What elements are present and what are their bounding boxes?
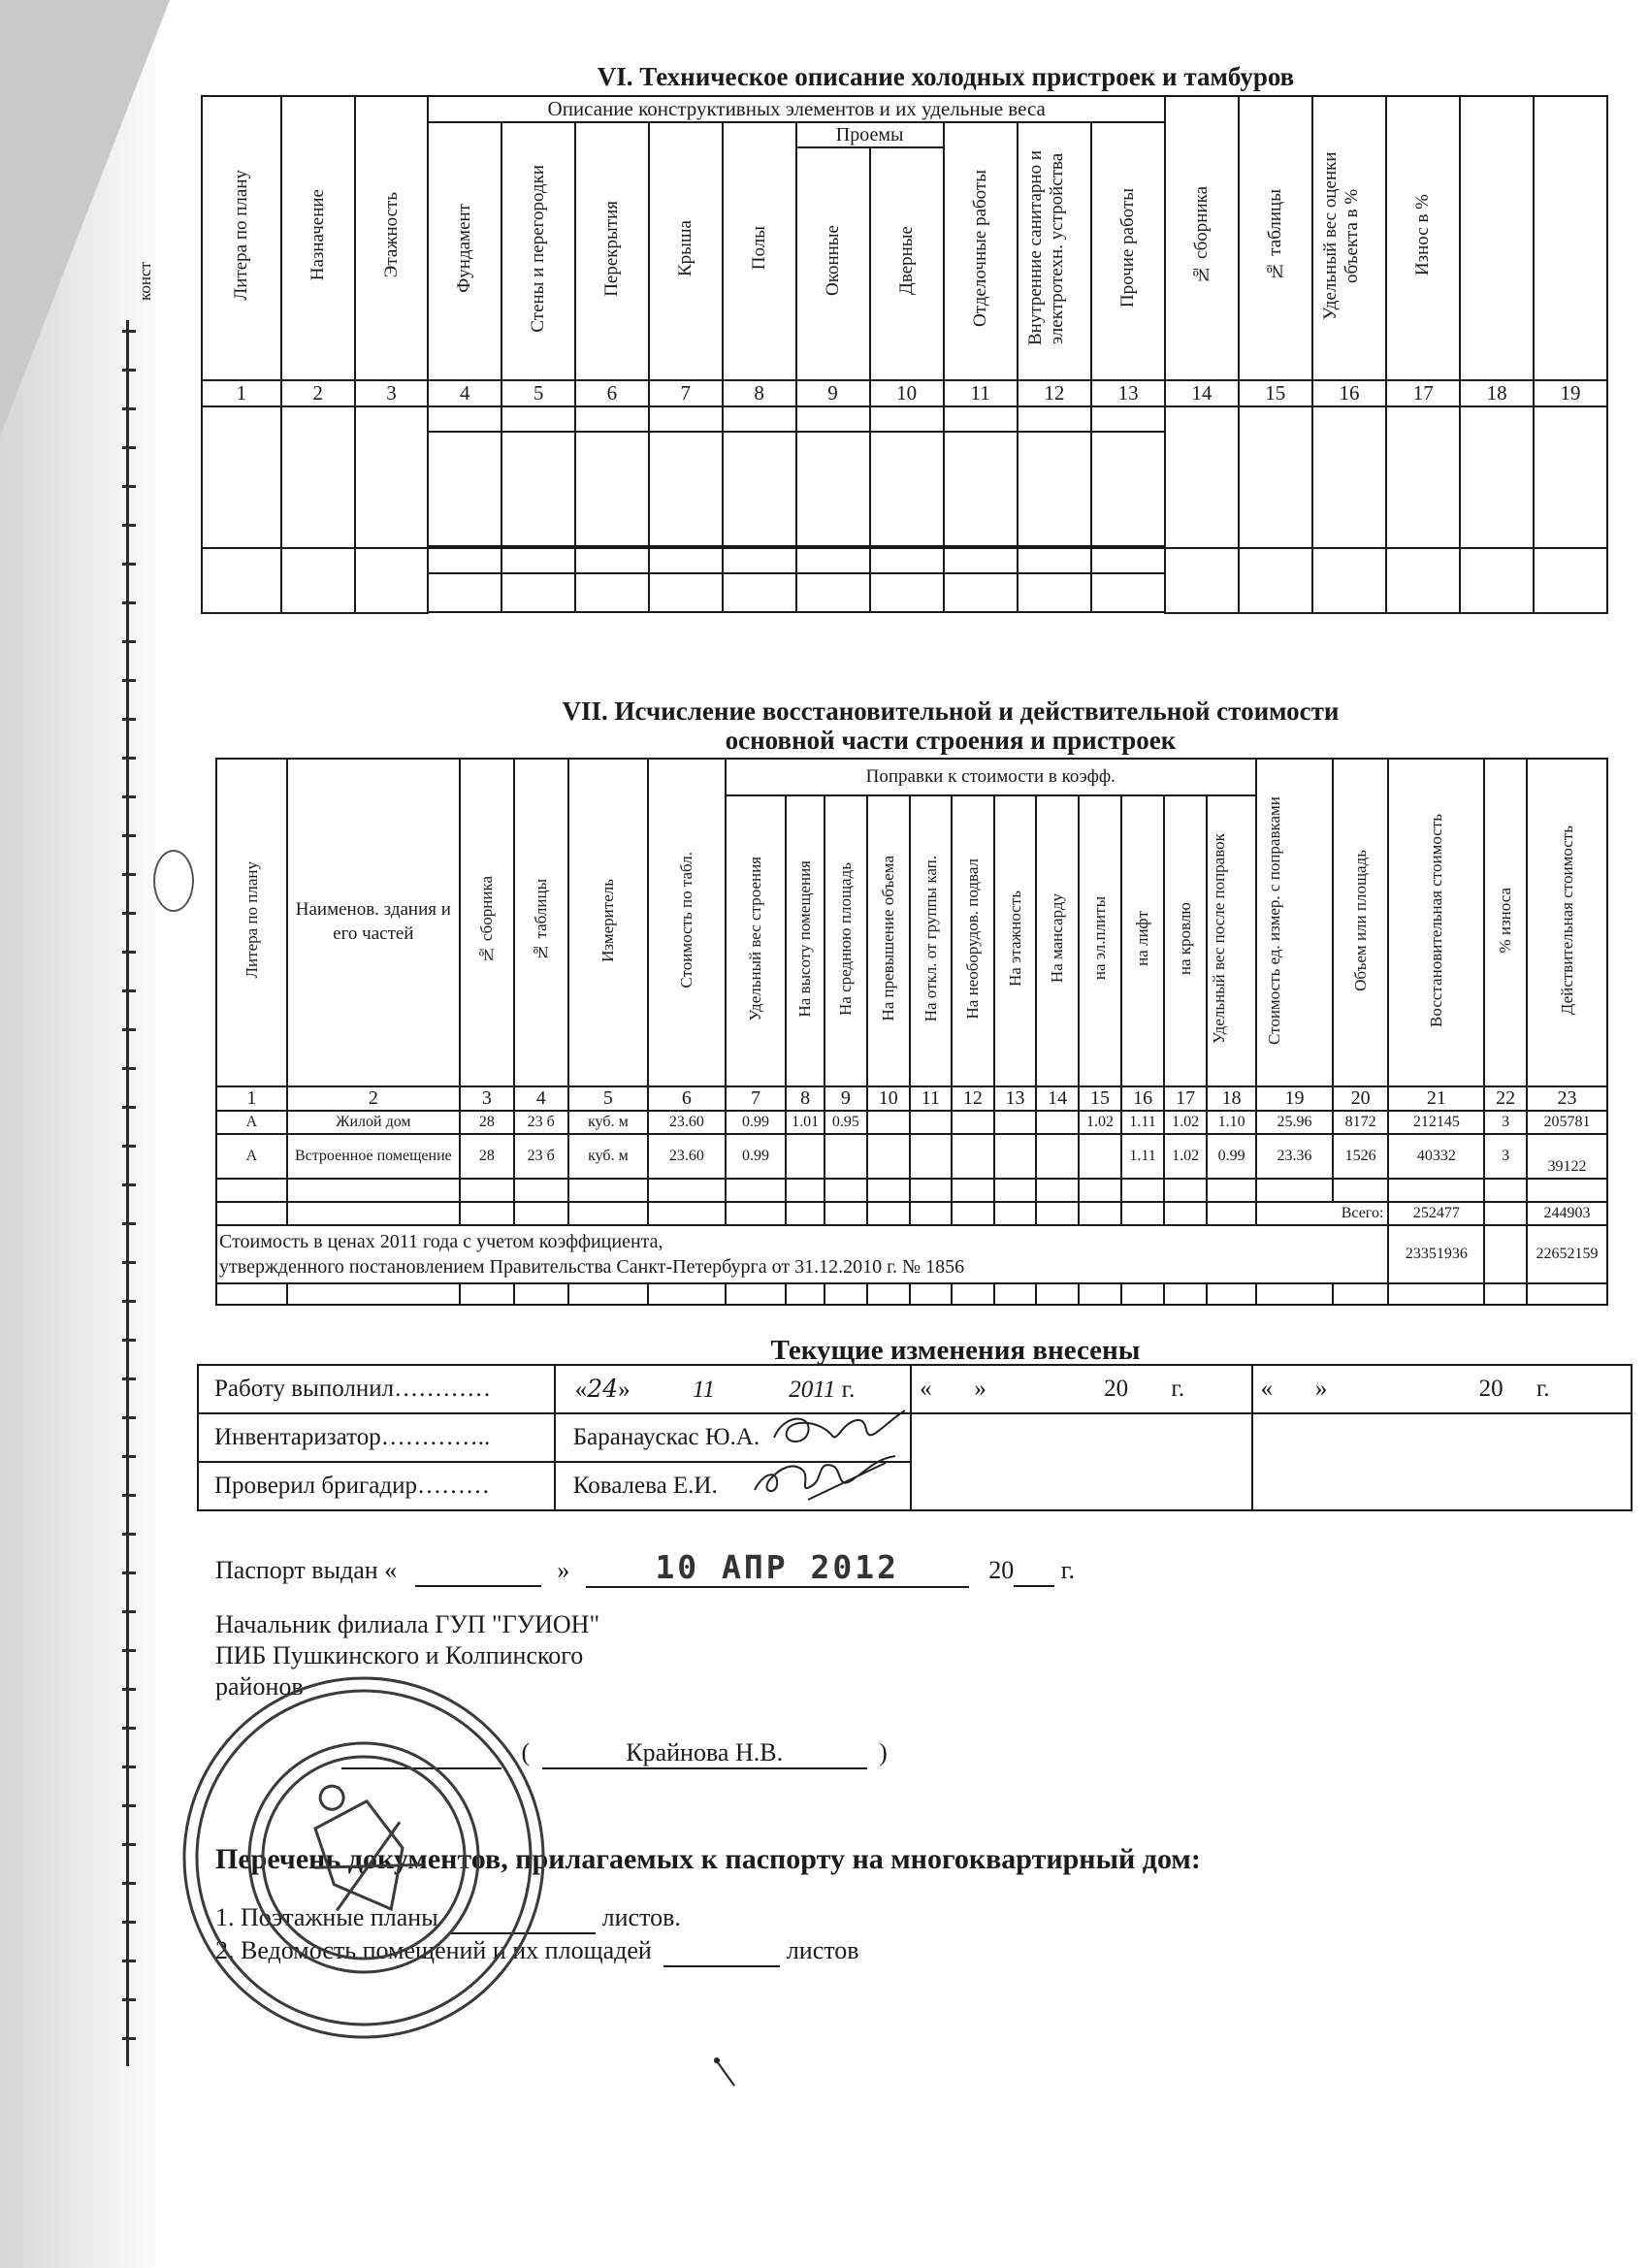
col-number: 5: [568, 1086, 649, 1111]
col-number: 14: [1165, 380, 1239, 406]
header-windows: Оконные: [796, 147, 870, 380]
header-table-no: № таблицы: [514, 759, 568, 1086]
header-volume: Объем или площадь: [1333, 759, 1389, 1086]
item2-label: 2. Ведомость помещений и их площадей: [215, 1936, 652, 1964]
cell-height: [786, 1134, 824, 1179]
col-number: 3: [355, 380, 429, 406]
passport-label: Паспорт выдан «: [215, 1556, 398, 1584]
col-number: 18: [1207, 1086, 1256, 1111]
header-19: [1534, 96, 1607, 380]
header-ceilings: Перекрытия: [575, 122, 649, 380]
col-number: 7: [726, 1086, 787, 1111]
header-collection: № сборника: [460, 759, 514, 1086]
passport-month-line: [586, 1548, 969, 1588]
documents-title: Перечень документов, прилагаемых к паспорту на многоквартирный дом:: [215, 1843, 1201, 1875]
year-suffix: г.: [1536, 1376, 1550, 1402]
cell-storeys: [994, 1134, 1037, 1179]
col-number: 11: [910, 1086, 953, 1111]
header-measure: Измеритель: [568, 759, 649, 1086]
header-roofing: на кровлю: [1164, 795, 1207, 1086]
col-number: 13: [1091, 380, 1165, 406]
punch-hole: [153, 850, 194, 912]
col-number: 4: [514, 1086, 568, 1111]
cell-measure: куб. м: [568, 1134, 649, 1179]
edge-text: конст: [136, 262, 154, 301]
quote-close: »: [618, 1377, 630, 1403]
cell-volume-excess: [867, 1134, 910, 1179]
cell-storeys: [994, 1111, 1037, 1134]
cell-actual-cost: 39122: [1527, 1134, 1607, 1179]
cell-volume: 8172: [1333, 1111, 1389, 1134]
header-building-name: Наименов. здания и его частей: [287, 759, 460, 1086]
date3-year: 20: [1478, 1376, 1504, 1402]
col-number: 1: [202, 380, 281, 406]
passport-year-line: [1014, 1556, 1054, 1587]
col-number: 17: [1386, 380, 1460, 406]
year-suffix: г.: [841, 1377, 856, 1403]
col-number: 4: [428, 380, 501, 406]
total-label: Всего:: [1256, 1202, 1388, 1225]
cell-wear: 3: [1484, 1111, 1527, 1134]
cell-building-weight: 0.99: [726, 1111, 787, 1134]
cell-avg-area: 0.95: [824, 1111, 867, 1134]
cell-unit-cost: 23.36: [1256, 1134, 1333, 1179]
cell-attic: [1036, 1134, 1079, 1179]
col-number: 18: [1460, 380, 1534, 406]
passport-issued: [215, 1548, 1075, 1588]
work-done-label: Работу выполнил…………: [198, 1365, 555, 1413]
cell-measure: куб. м: [568, 1111, 649, 1134]
header-table-cost: Стоимость по табл.: [648, 759, 725, 1086]
col-number: 2: [287, 1086, 460, 1111]
cell-avg-area: [824, 1134, 867, 1179]
year-suffix: г.: [1060, 1556, 1075, 1584]
total-actual: 244903: [1527, 1202, 1607, 1225]
cell-roofing: 1.02: [1164, 1111, 1207, 1134]
col-number: 22: [1484, 1086, 1527, 1111]
item1-unit: листов.: [601, 1903, 681, 1931]
cell-stoves: [1079, 1134, 1121, 1179]
cell-literal: А: [216, 1134, 287, 1179]
header-collection: № сборника: [1165, 96, 1239, 380]
header-unit-cost: Стоимость ед. измер. с поправками: [1256, 759, 1333, 1086]
seal-stamp-icon: [170, 1664, 558, 2052]
cell-basement: [952, 1134, 994, 1179]
cost-actual: 22652159: [1527, 1225, 1607, 1283]
cell-roofing: 1.02: [1164, 1134, 1207, 1179]
table-row: [216, 1134, 1607, 1179]
col-number: 19: [1256, 1086, 1333, 1111]
cell-restore-cost: 212145: [1388, 1111, 1484, 1134]
header-restore-cost: Восстановительная стоимость: [1388, 759, 1484, 1086]
cell-table-cost: 23.60: [648, 1111, 725, 1134]
cell-weight-after: 0.99: [1207, 1134, 1256, 1179]
total-row: [216, 1202, 1607, 1225]
header-avg-area: На среднюю площадь: [824, 795, 867, 1086]
cell-name: Встроенное помещение: [287, 1134, 460, 1179]
header-group-deviation: На откл. от группы кап.: [910, 795, 953, 1086]
section6-title: VI. Техническое описание холодных пристроек и тамбуров: [597, 62, 1295, 91]
total-restore: 252477: [1388, 1202, 1484, 1225]
date1: [555, 1365, 911, 1413]
header-openings: Проемы: [796, 122, 944, 147]
cell-table-cost: 23.60: [648, 1134, 725, 1179]
col-number: 1: [216, 1086, 287, 1111]
header-volume-excess: На превышение объема: [867, 795, 910, 1086]
cost-text: [216, 1225, 1388, 1283]
header-finishing: Отделочные работы: [944, 122, 1018, 380]
header-building-weight: Удельный вес строения: [726, 795, 787, 1086]
header-weight: Удельный вес оценки объекта в %: [1312, 96, 1387, 380]
header-wear-percent: % износа: [1484, 759, 1527, 1086]
cell-name: Жилой дом: [287, 1111, 460, 1134]
col-number: 13: [994, 1086, 1037, 1111]
head-line2: ПИБ Пушкинского и Колпинского: [215, 1641, 584, 1669]
item2-line: [663, 1936, 780, 1967]
inventory-name: Баранаускас Ю.А.: [572, 1424, 760, 1450]
col-number: 16: [1121, 1086, 1164, 1111]
quote-open: «: [574, 1377, 588, 1403]
open-paren: (: [521, 1738, 531, 1766]
cost-row: [216, 1225, 1607, 1283]
checker-name: Ковалева Е.И.: [572, 1473, 718, 1499]
header-floors: Этажность: [355, 96, 429, 380]
col-number: 16: [1312, 380, 1387, 406]
binding-ticks: [122, 330, 136, 2057]
cell-collection: 28: [460, 1134, 514, 1179]
col-number: 15: [1079, 1086, 1121, 1111]
cell-attic: [1036, 1111, 1079, 1134]
cell-restore-cost: 40332: [1388, 1134, 1484, 1179]
date1-month: 11: [692, 1377, 716, 1403]
header-wear: Износ в %: [1386, 96, 1460, 380]
header-group: Описание конструктивных элементов и их удельные веса: [428, 96, 1165, 122]
cell-unit-cost: 25.96: [1256, 1111, 1333, 1134]
table-row: [216, 1283, 1607, 1305]
col-number: 14: [1036, 1086, 1079, 1111]
item1-label: 1. Поэтажные планы: [215, 1903, 438, 1931]
col-number: 21: [1388, 1086, 1484, 1111]
header-roof: Крыша: [649, 122, 723, 380]
col-number: 6: [575, 380, 649, 406]
quote-close: »: [557, 1556, 570, 1584]
year-suffix: г.: [1171, 1376, 1185, 1402]
header-sanitary: Внутренние санитарно и электротехн. устройства: [1018, 122, 1092, 380]
cell-volume: 1526: [1333, 1134, 1389, 1179]
cost-text-line1: Стоимость в ценах 2011 года с учетом коэффициента,: [219, 1231, 663, 1252]
header-storeys: На этажность: [994, 795, 1037, 1086]
head-line3: районов: [215, 1672, 304, 1701]
table-row: [202, 548, 1607, 573]
date3-blank: « »: [1260, 1376, 1328, 1402]
date2-blank: « »: [920, 1376, 986, 1402]
checker-cell: [555, 1462, 911, 1510]
col-number: 12: [952, 1086, 994, 1111]
cell-wear: 3: [1484, 1134, 1527, 1179]
col-number: 2: [281, 380, 355, 406]
date2-year: 20: [1104, 1376, 1129, 1402]
col-number: 11: [944, 380, 1018, 406]
cell-collection: 28: [460, 1111, 514, 1134]
cell-table-no: 23 б: [514, 1134, 568, 1179]
col-number: 5: [501, 380, 575, 406]
cell-lift: 1.11: [1121, 1134, 1164, 1179]
col-number: 12: [1018, 380, 1092, 406]
year-prefix: 20: [988, 1556, 1015, 1584]
empty-cell: [1252, 1413, 1632, 1510]
col-number: 19: [1534, 380, 1607, 406]
section7-table: [215, 758, 1608, 1306]
cost-text-line2: утвержденного постановлением Правительства Санкт-Петербурга от 31.12.2010 г. № 1856: [219, 1256, 965, 1278]
col-number: 9: [796, 380, 870, 406]
cell-volume-excess: [867, 1111, 910, 1134]
col-number: 15: [1239, 380, 1312, 406]
col-number: 6: [648, 1086, 725, 1111]
header-other: Прочие работы: [1091, 122, 1165, 380]
col-number: 10: [870, 380, 944, 406]
col-number: 23: [1527, 1086, 1607, 1111]
cell-table-no: 23 б: [514, 1111, 568, 1134]
table-row: [216, 1179, 1607, 1202]
cell-group-deviation: [910, 1111, 953, 1134]
section7-title-line1: VII. Исчисление восстановительной и действительной стоимости: [562, 697, 1340, 726]
date1-day: 24: [587, 1375, 619, 1403]
cell-height: 1.01: [786, 1111, 824, 1134]
header-table-no: № таблицы: [1239, 96, 1312, 380]
cell-stoves: 1.02: [1079, 1111, 1121, 1134]
date1-year: 2011: [789, 1377, 836, 1403]
date2: [911, 1365, 1251, 1413]
header-literal: Литера по плану: [202, 96, 281, 380]
header-floors-cover: Полы: [723, 122, 796, 380]
header-lift: на лифт: [1121, 795, 1164, 1086]
header-stoves: на эл.плиты: [1079, 795, 1121, 1086]
date3: [1252, 1365, 1632, 1413]
header-foundation: Фундамент: [428, 122, 501, 380]
close-paren: ): [879, 1738, 888, 1766]
empty-cell: [911, 1413, 1251, 1510]
cell-actual-cost: 205781: [1527, 1111, 1607, 1134]
col-number: 8: [786, 1086, 824, 1111]
table-row: [216, 1111, 1607, 1134]
item2-unit: листов: [786, 1936, 859, 1964]
col-number: 3: [460, 1086, 514, 1111]
cell-weight-after: 1.10: [1207, 1111, 1256, 1134]
cell-building-weight: 0.99: [726, 1134, 787, 1179]
header-purpose: Назначение: [281, 96, 355, 380]
header-weight-after: Удельный вес после поправок: [1207, 795, 1256, 1086]
col-number: 9: [824, 1086, 867, 1111]
checker-label: Проверил бригадир………: [198, 1462, 555, 1510]
page-fold: [0, 0, 170, 437]
table-row: [202, 406, 1607, 432]
col-number: 17: [1164, 1086, 1207, 1111]
inventory-label: Инвентаризатор…………..: [198, 1413, 555, 1462]
signature-icon: [750, 1451, 905, 1509]
changes-title: Текущие изменения внесены: [770, 1335, 1141, 1366]
header-doors: Дверные: [870, 147, 944, 380]
passport-day-line: [415, 1556, 541, 1587]
header-height: На высоту помещения: [786, 795, 824, 1086]
cell-basement: [952, 1111, 994, 1134]
header-walls: Стены и перегородки: [501, 122, 575, 380]
header-actual-cost: Действительная стоимость: [1527, 759, 1607, 1086]
header-corrections: Поправки к стоимости в коэфф.: [726, 759, 1256, 795]
col-number: 8: [723, 380, 796, 406]
header-basement: На необорудов. подвал: [952, 795, 994, 1086]
section6-table: [201, 95, 1608, 614]
cell-group-deviation: [910, 1134, 953, 1179]
signature-icon: [764, 1409, 910, 1457]
signer-name: Крайнова Н.В.: [542, 1738, 867, 1769]
cost-restore: 23351936: [1388, 1225, 1484, 1283]
stamp-date: 10 АПР 2012: [655, 1548, 899, 1586]
head-line1: Начальник филиала ГУП "ГУИОН": [215, 1610, 600, 1638]
header-attic: На мансарду: [1036, 795, 1079, 1086]
col-number: 7: [649, 380, 723, 406]
changes-table: [197, 1364, 1633, 1511]
section7-title-line2: основной части строения и пристроек: [725, 726, 1177, 755]
cell-literal: А: [216, 1111, 287, 1134]
header-literal: Литера по плану: [216, 759, 287, 1086]
col-number: 10: [867, 1086, 910, 1111]
pen-mark: [713, 2057, 752, 2095]
col-number: 20: [1333, 1086, 1389, 1111]
header-18: [1460, 96, 1534, 380]
cell-lift: 1.11: [1121, 1111, 1164, 1134]
